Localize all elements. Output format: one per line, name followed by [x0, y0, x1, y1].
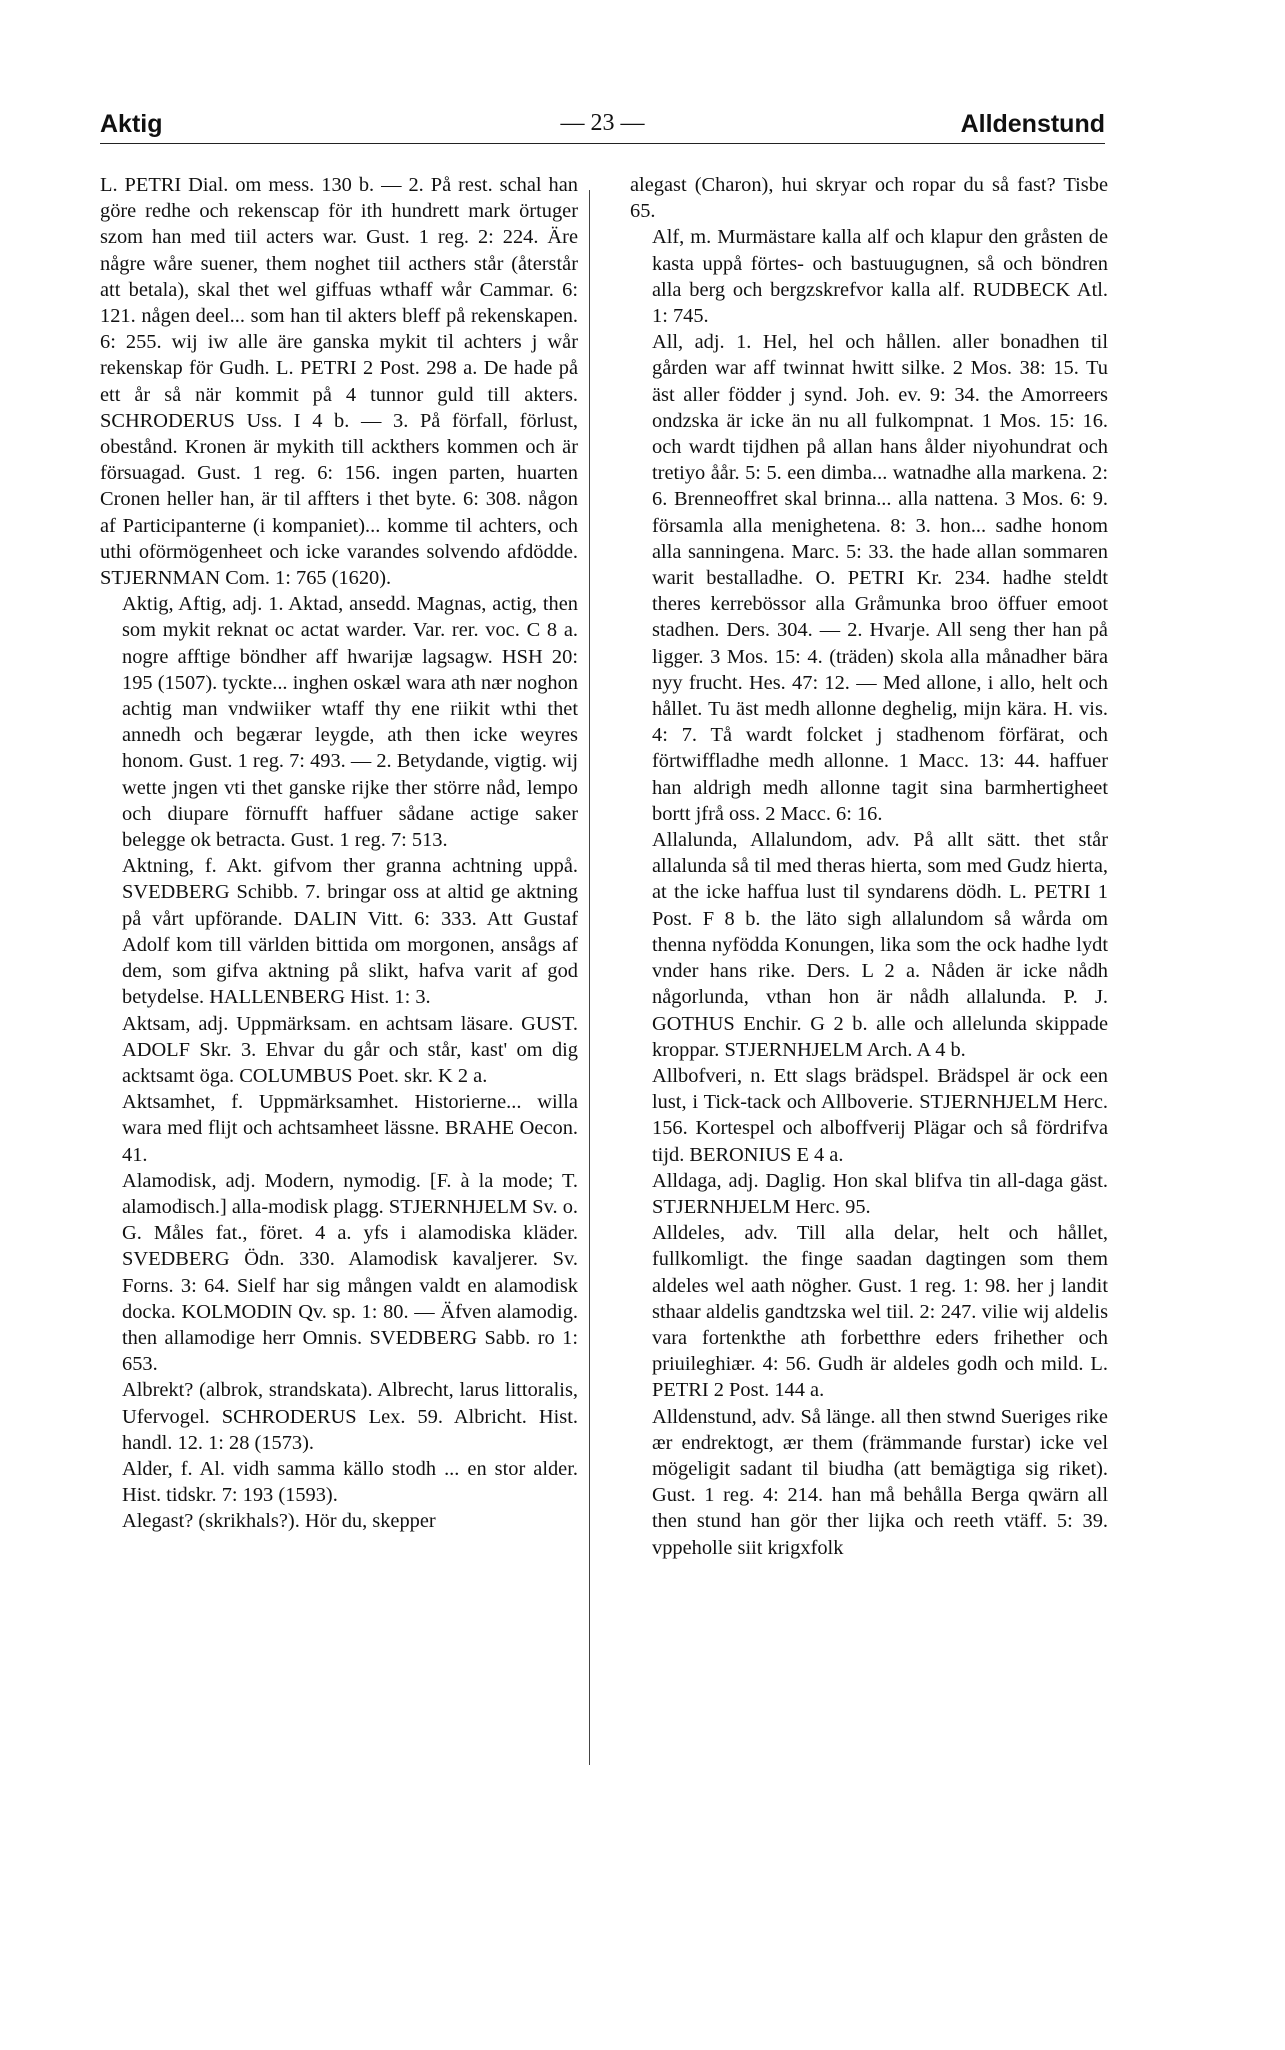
- entry-alldeles: Alldeles, adv. Till alla delar, helt och hållet, fullkomligt. the finge saadan dagtingen som them aldeles wel aath nögher. Gust. 1 reg. 1: 98. her j landit sthaar aldelis gandtzska wel tiil. 2: 247. vilie wij aldelis vara fortenkthe ath forbetthre eders frihether och priuileghiær. 4: 56. Gudh är aldeles godh och mild. L. PETRI 2 Post. 144 a.: [652, 1222, 1108, 1402]
- entry-albrekt: Albrekt? (albrok, strandskata). Albrecht, larus littoralis, Ufervogel. SCHRODERUS Lex. 59. Albricht. Hist. handl. 12. 1: 28 (1573).: [122, 1379, 578, 1454]
- header-left-word: Aktig: [100, 110, 163, 138]
- entry-alegast: Alegast? (skrikhals?). Hör du, skepper: [122, 1510, 436, 1533]
- header-rule: [100, 143, 1105, 144]
- right-column: [630, 172, 1108, 1802]
- entry-alldenstund: Alldenstund, adv. Så länge. all then stwnd Sueriges rike ær endrektogt, ær them (främmande furstar) icke vel mögeligit sadant til biudha (att bemägtiga sig riket). Gust. 1 reg. 4: 214. han må behålla Berga qwärn all then stund han gör ther lijka och reeth vtäff. 5: 39. vppeholle siit krigxfolk: [652, 1405, 1108, 1559]
- entry-continuation-right: alegast (Charon), hui skryar och ropar du så fast? Tisbe 65.: [630, 174, 1108, 223]
- column-divider: [589, 190, 590, 1765]
- entry-alder: Alder, f. Al. vidh samma källo stodh ... en stor alder. Hist. tidskr. 7: 193 (1593).: [122, 1457, 578, 1507]
- header-right-word: Alldenstund: [960, 110, 1105, 138]
- entry-alf: Alf, m. Murmästare kalla alf och klapur den gråsten de kasta uppå förtes- och bastuugugnen, så och böndren alla berg och bergzskrefvor kalla alf. RUDBECK Atl. 1: 745.: [652, 226, 1108, 328]
- entry-all: All, adj. 1. Hel, hel och hållen. aller bonadhen til gården war aff twinnat hwitt silke. 2 Mos. 38: 15. Tu äst aller födder j synd. Joh. ev. 9: 34. the Amorreers ondzska är icke än nu all fulkompnat. 1 Mos. 15: 16. och wardt tijdhen på allan hans ålder niyohundrat och tretiyo åår. 5: 5. een dimba... watnadhe alla markena. 2: 6. Brenneoffret skal brinna... alla nattena. 3 Mos. 6: 9. församla alla menighetena. 8: 3. hon... sadhe honom alla sanningena. Marc. 5: 33. the hade allan sommaren warit bestalladhe. O. PETRI Kr. 234. hadhe steldt theres kerrebössor alla Gråmunka broo öffuer emoot stadhen. Ders. 304. — 2. Hvarje. All seng ther han på ligger. 3 Mos. 15: 4. (träden) skola alla månadher bära nyy frucht. Hes. 47: 12. — Med allone, i allo, helt och hållet. Tu äst medh allonne deghelig, mijn kära. H. vis. 4: 7. Tå wardt folcket j stadhenom förfärat, och förtwiffladhe medh allonne. 1 Macc. 13: 44. haffuer han aldrigh medh allonne tagit sina barmhertigheet bortt jfrå oss. 2 Macc. 6: 16.: [652, 331, 1108, 825]
- entry-continuation: L. PETRI Dial. om mess. 130 b. — 2. På rest. schal han göre redhe och rekenscap för ith hundrett mark örtuger szom han med tiil acters war. Gust. 1 reg. 2: 224. Äre någre wåre suener, them noghet tiil acthers står (återstår att betala), skal thet wel giffuas wthaff wår Cammar. 6: 121. någen deel... som han til akters bleff på rekenskapen. 6: 255. wij iw alle äre ganska mykit til achters j wår rekenskap för Gudh. L. PETRI 2 Post. 298 a. De hade på ett år så när kommit på 4 tunnor guld till akters. SCHRODERUS Uss. I 4 b. — 3. På förfall, förlust, obestånd. Kronen är mykith till ackthers kommen och är försuagad. Gust. 1 reg. 6: 156. ingen parten, huarten Cronen heller han, är til affters i thet byte. 6: 308. någon af Participanterne (i kompaniet)... komme til achters, och uthi oförmögenheet och icke varandes solvendo afdödde. STJERNMAN Com. 1: 765 (1620).: [100, 174, 578, 590]
- entry-allbofveri: Allbofveri, n. Ett slags brädspel. Brädspel är ock een lust, i Tick-tack och Allboverie. STJERNHJELM Herc. 156. Kortespel och alboffverij Plägar och så fördrifva tijd. BERONIUS E 4 a.: [652, 1064, 1108, 1166]
- entry-alamodisk: Alamodisk, adj. Modern, nymodig. [F. à la mode; T. alamodisch.] alla-modisk plagg. STJERNHJELM Sv. o. G. Måles fat., föret. 4 a. yfs i alamodiska kläder. SVEDBERG Ödn. 330. Alamodisk kavaljerer. Sv. Forns. 3: 64. Sielf har sig mången valdt en alamodisk docka. KOLMODIN Qv. sp. 1: 80. — Äfven alamodig. then allamodige herr Omnis. SVEDBERG Sabb. ro 1: 653.: [122, 1169, 578, 1376]
- entry-aktig: Aktig, Aftig, adj. 1. Aktad, ansedd. Magnas, actig, then som mykit reknat oc actat warder. Var. rer. voc. C 8 a. nogre afftige böndher aff hwarijæ lagsagw. HSH 20: 195 (1507). tyckte... inghen oskæl wara ath nær noghon achtig man vndwiiker wtaff thy ene riikit wthi thet annedh och begærar leygde, ath then icke weyres honom. Gust. 1 reg. 7: 493. — 2. Betydande, vigtig. wij wette jngen vti thet ganske rijke ther större nåd, lempo och diupare förnufft haffuer sådane actige saker belegge ok betracta. Gust. 1 reg. 7: 513.: [122, 593, 578, 852]
- entry-aktsamhet: Aktsamhet, f. Uppmärksamhet. Historierne... willa wara med flijt och achtsamheet lässne. BRAHE Oecon. 41.: [122, 1091, 578, 1166]
- entry-aktning: Aktning, f. Akt. gifvom ther granna achtning uppå. SVEDBERG Schibb. 7. bringar oss at altid ge aktning på vårt upförande. DALIN Vitt. 6: 333. Att Gustaf Adolf kom till världen bittida om morgonen, ansågs af dem, som gifva aktning på slikt, hafva varit af god betydelse. HALLENBERG Hist. 1: 3.: [122, 855, 578, 1009]
- entry-alldaga: Alldaga, adj. Daglig. Hon skal blifva tin all-daga gäst. STJERNHJELM Herc. 95.: [652, 1169, 1108, 1218]
- left-column: [100, 172, 578, 1802]
- running-header: [100, 110, 1105, 156]
- entry-allalunda: Allalunda, Allalundom, adv. På allt sätt. thet står allalunda så til med theras hierta, som med Gudz hierta, at the icke haffua lust til syndarens dödh. L. PETRI 1 Post. F 8 b. the läto sigh allalundom så wårda om thenna nyfödda Konungen, lika som the ock hadhe lydt vnder hans rike. Ders. L 2 a. Nåden är icke nådh någorlunda, vthan hon är nådh allalunda. P. J. GOTHUS Enchir. G 2 b. alle och allelunda skippade kroppar. STJERNHJELM Arch. A 4 b.: [652, 829, 1108, 1061]
- entry-aktsam: Aktsam, adj. Uppmärksam. en achtsam läsare. GUST. ADOLF Skr. 3. Ehvar du går och står, kast' om dig acktsamt öga. COLUMBUS Poet. skr. K 2 a.: [122, 1012, 578, 1087]
- page-number: — 23 —: [560, 110, 645, 136]
